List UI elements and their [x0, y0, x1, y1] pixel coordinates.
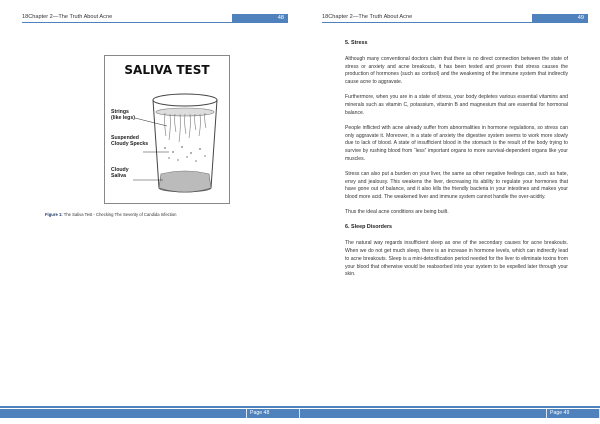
right-header-rule [322, 22, 588, 23]
saliva-glass-illustration [105, 56, 231, 205]
caption-label: Figure 1: [45, 212, 63, 217]
sleep-paragraph-1: The natural way regards insufficient sleep as one of the secondary causes for acne breakouts. When we do not get much sleep, there is an increase in hormone levels, which can indirectly lead to acne breakouts. Sleep is a mini-detoxification period needed for the liver to eliminate toxins from your blood that otherwise would be reabsorbed into your system to be expelled later through your skin. [345, 240, 568, 278]
left-footer-rule [0, 406, 300, 408]
stress-paragraph-3: People inflicted with acne already suffer from abnormalities in hormone regulations, so stress can only aggravate it. Moreover, in a state of anxiety the digestive system seems to work more slowly due to lack of blood. A state of insufficient blood in the stomach is the result of the body trying to survive by rushing blood from “less” important organs to more survival-dependent organs like your muscles. [345, 124, 568, 162]
left-header-rule [22, 22, 288, 23]
right-footer [300, 406, 600, 420]
figure-title: SALIVA TEST [124, 63, 210, 77]
label-strings-line1: Strings [111, 109, 129, 115]
left-footer [0, 406, 300, 420]
label-strings [111, 109, 135, 121]
right-footer-page: Page 49 [546, 409, 600, 418]
section-heading-stress: 5. Stress [345, 40, 368, 46]
caption-text: The Saliva Test - Checking The Severity of Candida Infection [62, 212, 177, 217]
right-header-title: 18Chapter 2—The Truth About Acne [322, 14, 413, 20]
right-header-page-number: 49 [532, 14, 588, 22]
label-cloudy-line2: Saliva [111, 173, 126, 179]
label-cloudy [111, 167, 129, 179]
right-header [322, 14, 588, 24]
stress-paragraph-1: Although many conventional doctors claim that there is no direct connection between the state of stress or anxiety and acne breakouts, it has been tested and proven that stress causes the production of hormones (such as cortisol) and the weakening of the immune system that indirectly cause acne to aggravate. [345, 56, 568, 86]
figure-caption [45, 212, 177, 217]
label-suspended-line1: Suspended [111, 135, 139, 141]
label-strings-line2: (like legs) [111, 115, 135, 121]
left-header-page-number: 48 [232, 14, 288, 22]
label-suspended-line2: Cloudy Specks [111, 141, 149, 147]
left-footer-page: Page 48 [246, 409, 300, 418]
section-heading-sleep: 6. Sleep Disorders [345, 224, 393, 231]
stress-paragraph-5: Thus the ideal acne conditions are being built. [345, 209, 449, 216]
saliva-test-figure [104, 55, 230, 204]
stress-paragraph-4: Stress can also put a burden on your liver, the same as other negative feelings can, such as hate, envy and jealousy. This weakens the liver, decreasing its ability to regulate your hormones that have gone out of balance, and it also kills the friendly bacteria in your intestines and makes your blood more acid. The weakened liver and immune system cannot handle the over-acidity. [345, 170, 568, 201]
stress-paragraph-2: Furthermore, when you are in a state of stress, your body depletes various essential vitamins and minerals such as vitamin C, potassium, vitamin B and magnesium that are essential for hormonal balance. [345, 94, 568, 116]
right-page-content [345, 40, 568, 286]
left-header-title: 18Chapter 2—The Truth About Acne [22, 14, 113, 20]
left-header [22, 14, 288, 24]
label-cloudy-line1: Cloudy [111, 167, 129, 173]
label-suspended [111, 135, 148, 147]
right-footer-rule [300, 406, 600, 408]
